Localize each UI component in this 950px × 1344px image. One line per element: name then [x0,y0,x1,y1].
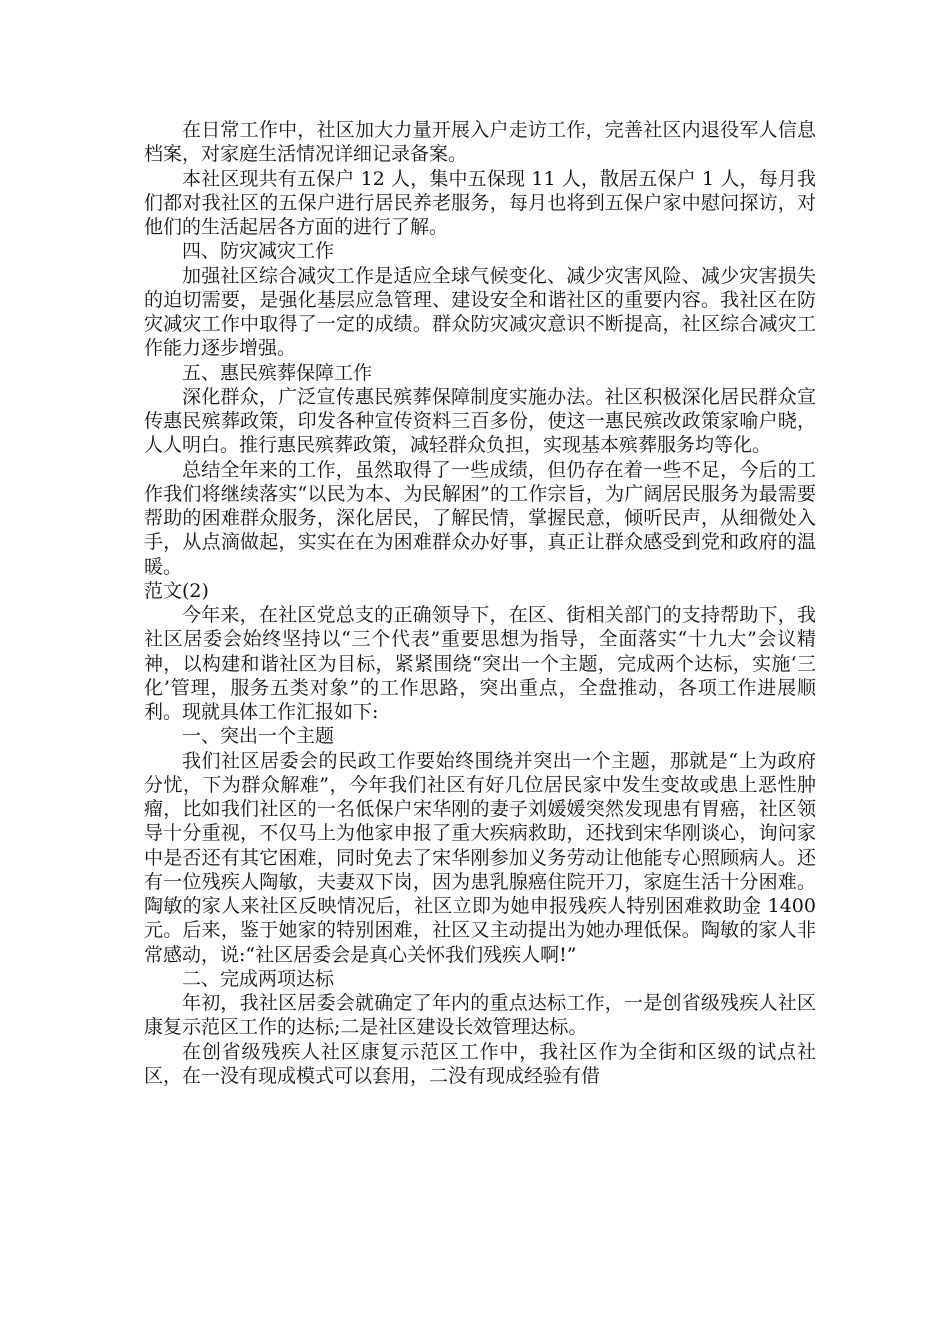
paragraph-theme-details: 我们社区居委会的民政工作要始终围绕并突出一个主题，那就是“上为政府分忧，下为群众解难”，今年我们社区有好几位居民家中发生变故或患上恶性肿瘤，比如我们社区的一名低保户宋华刚的妻子刘媛媛突然发现患有胃癌，社区领导十分重视，不仅马上为他家申报了重大疾病救助，还找到宋华刚谈心，询问家中是否还有其它困难，同时免去了宋华刚参加义务劳动让他能专心照顾病人。还有一位残疾人陶敏，夫妻双下岗，因为患乳腺癌住院开刀，家庭生活十分困难。陶敏的家人来社区反映情况后，社区立即为她申报残疾人特别困难救助金 1400 元。后来，鉴于她家的特别困难，社区又主动提出为她办理低保。陶敏的家人非常感动，说:“社区居委会是真心关怀我们残疾人啊!” [144,749,816,966]
paragraph-rehab-demo: 在创省级残疾人社区康复示范区工作中，我社区作为全街和区级的试点社区，在一没有现成模式可以套用，二没有现成经验有借 [144,1040,816,1087]
paragraph-funeral-policy: 深化群众，广泛宣传惠民殡葬保障制度实施办法。社区积极深化居民群众宣传惠民殡葬政策，印发各种宣传资料三百多份，使这一惠民殡改政策家喻户晓，人人明白。推行惠民殡葬政策，减轻群众负担，实现基本殡葬服务均等化。 [144,385,816,457]
document-page [144,118,816,1088]
paragraph-veterans-archive: 在日常工作中，社区加大力量开展入户走访工作，完善社区内退役军人信息档案，对家庭生活情况详细记录备案。 [144,119,816,166]
heading-two-standards: 二、完成两项达标 [182,967,335,990]
paragraph-disaster-reduction: 加强社区综合减灾工作是适应全球气候变化、减少灾害风险、减少灾害损失的迫切需要，是强化基层应急管理、建设安全和谐社区的重要内容。我社区在防灾减灾工作中取得了一定的成绩。群众防灾减灾意识不断提高，社区综合减灾工作能力逐步增强。 [144,264,816,360]
paragraph-standards-goals: 年初，我社区居委会就确定了年内的重点达标工作，一是创省级残疾人社区康复示范区工作的达标;二是社区建设长效管理达标。 [144,992,816,1039]
paragraph-intro: 今年来，在社区党总支的正确领导下，在区、街相关部门的支持帮助下，我社区居委会始终坚持以“三个代表”重要思想为指导，全面落实“十九大”会议精神，以构建和谐社区为目标，紧紧围绕“突出一个主题，完成两个达标，实施‘三化’管理，服务五类对象”的工作思路，突出重点，全盘推动，各项工作进展顺利。现就具体工作汇报如下: [144,604,816,723]
sample-title: 范文(2) [144,579,209,602]
paragraph-five-guarantee: 本社区现共有五保户 12 人，集中五保现 11 人，散居五保户 1 人，每月我们都对我社区的五保户进行居民养老服务，每月也将到五保户家中慰问探访，对他们的生活起居各方面的进行了解。 [144,167,816,238]
heading-funeral-security: 五、惠民殡葬保障工作 [182,361,373,384]
heading-disaster-prevention: 四、防灾减灾工作 [182,240,335,263]
heading-one-theme: 一、突出一个主题 [182,725,335,748]
paragraph-summary: 总结全年来的工作，虽然取得了一些成绩，但仍存在着一些不足，今后的工作我们将继续落实“以民为本、为民解困”的工作宗旨，为广阔居民服务为最需要帮助的困难群众服务，深化居民，了解民情，掌握民意，倾听民声，从细微处入手，从点滴做起，实实在在为困难群众办好事，真正让群众感受到党和政府的温暖。 [144,458,816,578]
